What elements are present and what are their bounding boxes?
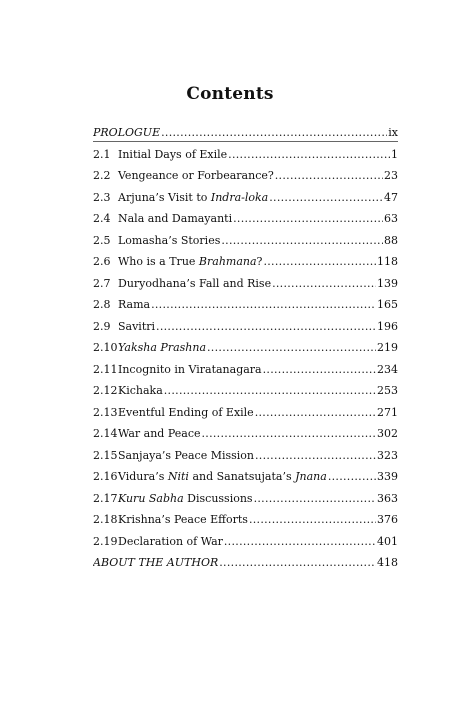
toc-entry-title bbox=[118, 294, 150, 316]
toc-entry-number: 2.12 bbox=[93, 384, 118, 397]
toc-entry-title-part: Krishna’s Peace Efforts bbox=[118, 513, 248, 526]
toc-entry-page-number: 118 bbox=[377, 255, 398, 268]
toc-entry-page-number: 88 bbox=[384, 233, 398, 247]
toc-entry-number: 2.5 bbox=[93, 233, 111, 247]
toc-entry[interactable] bbox=[93, 552, 398, 574]
dot-leader bbox=[207, 337, 376, 359]
dot-leader bbox=[263, 359, 376, 381]
dot-leader bbox=[164, 380, 376, 402]
toc-entry-title-part: Sanjaya’s Peace Mission bbox=[118, 448, 254, 462]
toc-entry-title-part: Nala and Damayanti bbox=[118, 212, 233, 225]
toc-entry-title-part: Incognito in Viratanagara bbox=[118, 362, 262, 376]
toc-entry-page-number: 302 bbox=[377, 427, 398, 440]
toc-entry-title bbox=[118, 144, 227, 166]
toc-entry-title-part: Declaration of War bbox=[118, 534, 223, 548]
dot-leader bbox=[275, 165, 383, 187]
dot-leader bbox=[202, 423, 377, 445]
toc-entry-number: 2.15 bbox=[93, 448, 118, 462]
toc-entry-title-part: Arjuna’s Visit to bbox=[118, 190, 211, 204]
toc-entry-number: 2.13 bbox=[93, 405, 118, 419]
dot-leader bbox=[254, 488, 376, 510]
toc-entry-number: 2.10 bbox=[93, 341, 118, 354]
toc-entry-title-part: Lomasha’s Stories bbox=[118, 233, 221, 247]
dot-leader bbox=[255, 402, 376, 424]
toc-entry-title bbox=[118, 337, 206, 359]
dot-leader bbox=[255, 445, 376, 467]
toc-entry-page-number: 165 bbox=[377, 298, 398, 311]
toc-entry[interactable] bbox=[93, 187, 398, 209]
toc-entry-title bbox=[118, 445, 254, 467]
toc-entry[interactable] bbox=[93, 165, 398, 187]
toc-entry-page-number: 47 bbox=[384, 190, 398, 204]
toc-entry-title-part: Vengeance or Forbearance? bbox=[118, 169, 274, 182]
toc-entry-title bbox=[118, 273, 271, 295]
toc-entry-page-number: ix bbox=[388, 126, 398, 139]
toc-entry-title-part: PROLOGUE bbox=[93, 126, 161, 139]
toc-entry[interactable] bbox=[93, 316, 398, 338]
toc-entry-title-part: Indra-loka bbox=[210, 190, 269, 204]
toc-entry-number: 2.14 bbox=[93, 427, 118, 440]
toc-entry-title bbox=[93, 122, 160, 144]
toc-entry-title bbox=[118, 509, 248, 531]
toc-entry[interactable] bbox=[93, 531, 398, 553]
toc-entry-title-part: Kichaka bbox=[118, 384, 163, 397]
toc-entry-page-number: 363 bbox=[377, 491, 398, 505]
toc-entry-page-number: 323 bbox=[377, 448, 398, 462]
toc-entry-page-number: 271 bbox=[377, 405, 398, 419]
dot-leader bbox=[233, 208, 383, 230]
toc-entry[interactable] bbox=[93, 144, 398, 166]
toc-entry-title-part: Who is a True bbox=[118, 255, 199, 268]
dot-leader bbox=[224, 531, 376, 553]
dot-leader bbox=[269, 187, 383, 209]
toc-entry-title-part: ABOUT THE AUTHOR bbox=[93, 556, 219, 569]
dot-leader bbox=[161, 122, 387, 144]
toc-entry-title-part: Niti bbox=[167, 470, 189, 483]
toc-entry-title-part: Vidura’s bbox=[118, 470, 168, 483]
toc-entry-title-part: Yaksha Prashna bbox=[118, 341, 207, 354]
toc-entry[interactable] bbox=[93, 359, 398, 381]
toc-entry-title-part: Duryodhana’s Fall and Rise bbox=[118, 276, 272, 290]
toc-entry-number: 2.1 bbox=[93, 147, 111, 161]
toc-entry-title bbox=[118, 402, 254, 424]
toc-entry[interactable] bbox=[93, 466, 398, 488]
toc-entry-number: 2.11 bbox=[93, 362, 118, 376]
toc-entry-title bbox=[118, 380, 163, 402]
toc-entry-title bbox=[93, 552, 218, 574]
toc-entry-title bbox=[118, 251, 262, 273]
toc-entry-title bbox=[118, 230, 220, 252]
toc-entry-title bbox=[118, 488, 253, 510]
dot-leader bbox=[151, 294, 376, 316]
dot-leader bbox=[249, 509, 376, 531]
toc-entry-title bbox=[118, 423, 201, 445]
toc-entry-title-part: War and Peace bbox=[118, 427, 201, 440]
toc-entry-title bbox=[118, 359, 262, 381]
toc-entry[interactable] bbox=[93, 380, 398, 402]
toc-entry-number: 2.4 bbox=[93, 212, 111, 225]
toc-entry[interactable] bbox=[93, 488, 398, 510]
toc-entry-title bbox=[118, 187, 268, 209]
toc-entry-page-number: 196 bbox=[377, 319, 398, 333]
dot-leader bbox=[228, 144, 390, 166]
toc-entry[interactable] bbox=[93, 402, 398, 424]
toc-entry[interactable] bbox=[93, 251, 398, 273]
dot-leader bbox=[328, 466, 376, 488]
toc-entry-title bbox=[118, 466, 327, 488]
toc-entry-title-part: Initial Days of Exile bbox=[118, 147, 228, 161]
toc-entry-number: 2.16 bbox=[93, 470, 118, 483]
toc-entry-title-part: Jnana bbox=[295, 470, 327, 483]
toc-entry-page-number: 234 bbox=[377, 362, 398, 376]
toc-entry-number: 2.2 bbox=[93, 169, 111, 182]
dot-leader bbox=[156, 316, 376, 338]
toc-entry-number: 2.9 bbox=[93, 319, 111, 333]
toc-entry-title-part: Discussions bbox=[183, 491, 253, 505]
toc-entry[interactable] bbox=[93, 294, 398, 316]
toc-entry-page-number: 23 bbox=[384, 169, 398, 182]
toc-entry-title-part: Brahmana bbox=[198, 255, 257, 268]
toc-entry-page-number: 1 bbox=[391, 147, 398, 161]
toc-entry-title-part: Rama bbox=[118, 298, 151, 311]
toc-entry-page-number: 63 bbox=[384, 212, 398, 225]
toc-entry-page-number: 401 bbox=[377, 534, 398, 548]
toc-entry-page-number: 139 bbox=[377, 276, 398, 290]
toc-entry-title-part: Kuru Sabha bbox=[118, 491, 184, 505]
toc-entry-page-number: 339 bbox=[377, 470, 398, 483]
dot-leader bbox=[263, 251, 376, 273]
toc-entry[interactable] bbox=[93, 208, 398, 230]
toc-entry[interactable] bbox=[93, 509, 398, 531]
toc-entry-number: 2.18 bbox=[93, 513, 118, 526]
table-of-contents bbox=[93, 122, 398, 574]
dot-leader bbox=[221, 230, 383, 252]
toc-entry-title bbox=[118, 531, 223, 553]
toc-entry[interactable] bbox=[93, 122, 398, 144]
toc-entry-title-part: ? bbox=[256, 255, 263, 268]
toc-entry[interactable] bbox=[93, 337, 398, 359]
toc-entry-page-number: 253 bbox=[377, 384, 398, 397]
toc-entry[interactable] bbox=[93, 423, 398, 445]
toc-entry-title bbox=[118, 165, 274, 187]
toc-entry[interactable] bbox=[93, 273, 398, 295]
toc-entry-title-part: Eventful Ending of Exile bbox=[118, 405, 254, 419]
toc-entry-page-number: 418 bbox=[377, 556, 398, 569]
dot-leader bbox=[219, 552, 376, 574]
toc-entry-number: 2.6 bbox=[93, 255, 111, 268]
dot-leader bbox=[272, 273, 376, 295]
toc-entry[interactable] bbox=[93, 230, 398, 252]
toc-entry-title-part: and Sanatsujata’s bbox=[188, 470, 296, 483]
toc-entry[interactable] bbox=[93, 445, 398, 467]
page-title: Contents bbox=[186, 84, 274, 104]
toc-entry-title bbox=[118, 316, 155, 338]
toc-entry-title-part: Savitri bbox=[118, 319, 156, 333]
toc-entry-number: 2.7 bbox=[93, 276, 111, 290]
toc-entry-number: 2.17 bbox=[93, 491, 118, 505]
toc-entry-page-number: 376 bbox=[377, 513, 398, 526]
toc-entry-number: 2.19 bbox=[93, 534, 118, 548]
toc-entry-number: 2.8 bbox=[93, 298, 111, 311]
toc-entry-page-number: 219 bbox=[377, 341, 398, 354]
toc-entry-number: 2.3 bbox=[93, 190, 111, 204]
toc-entry-title bbox=[118, 208, 232, 230]
